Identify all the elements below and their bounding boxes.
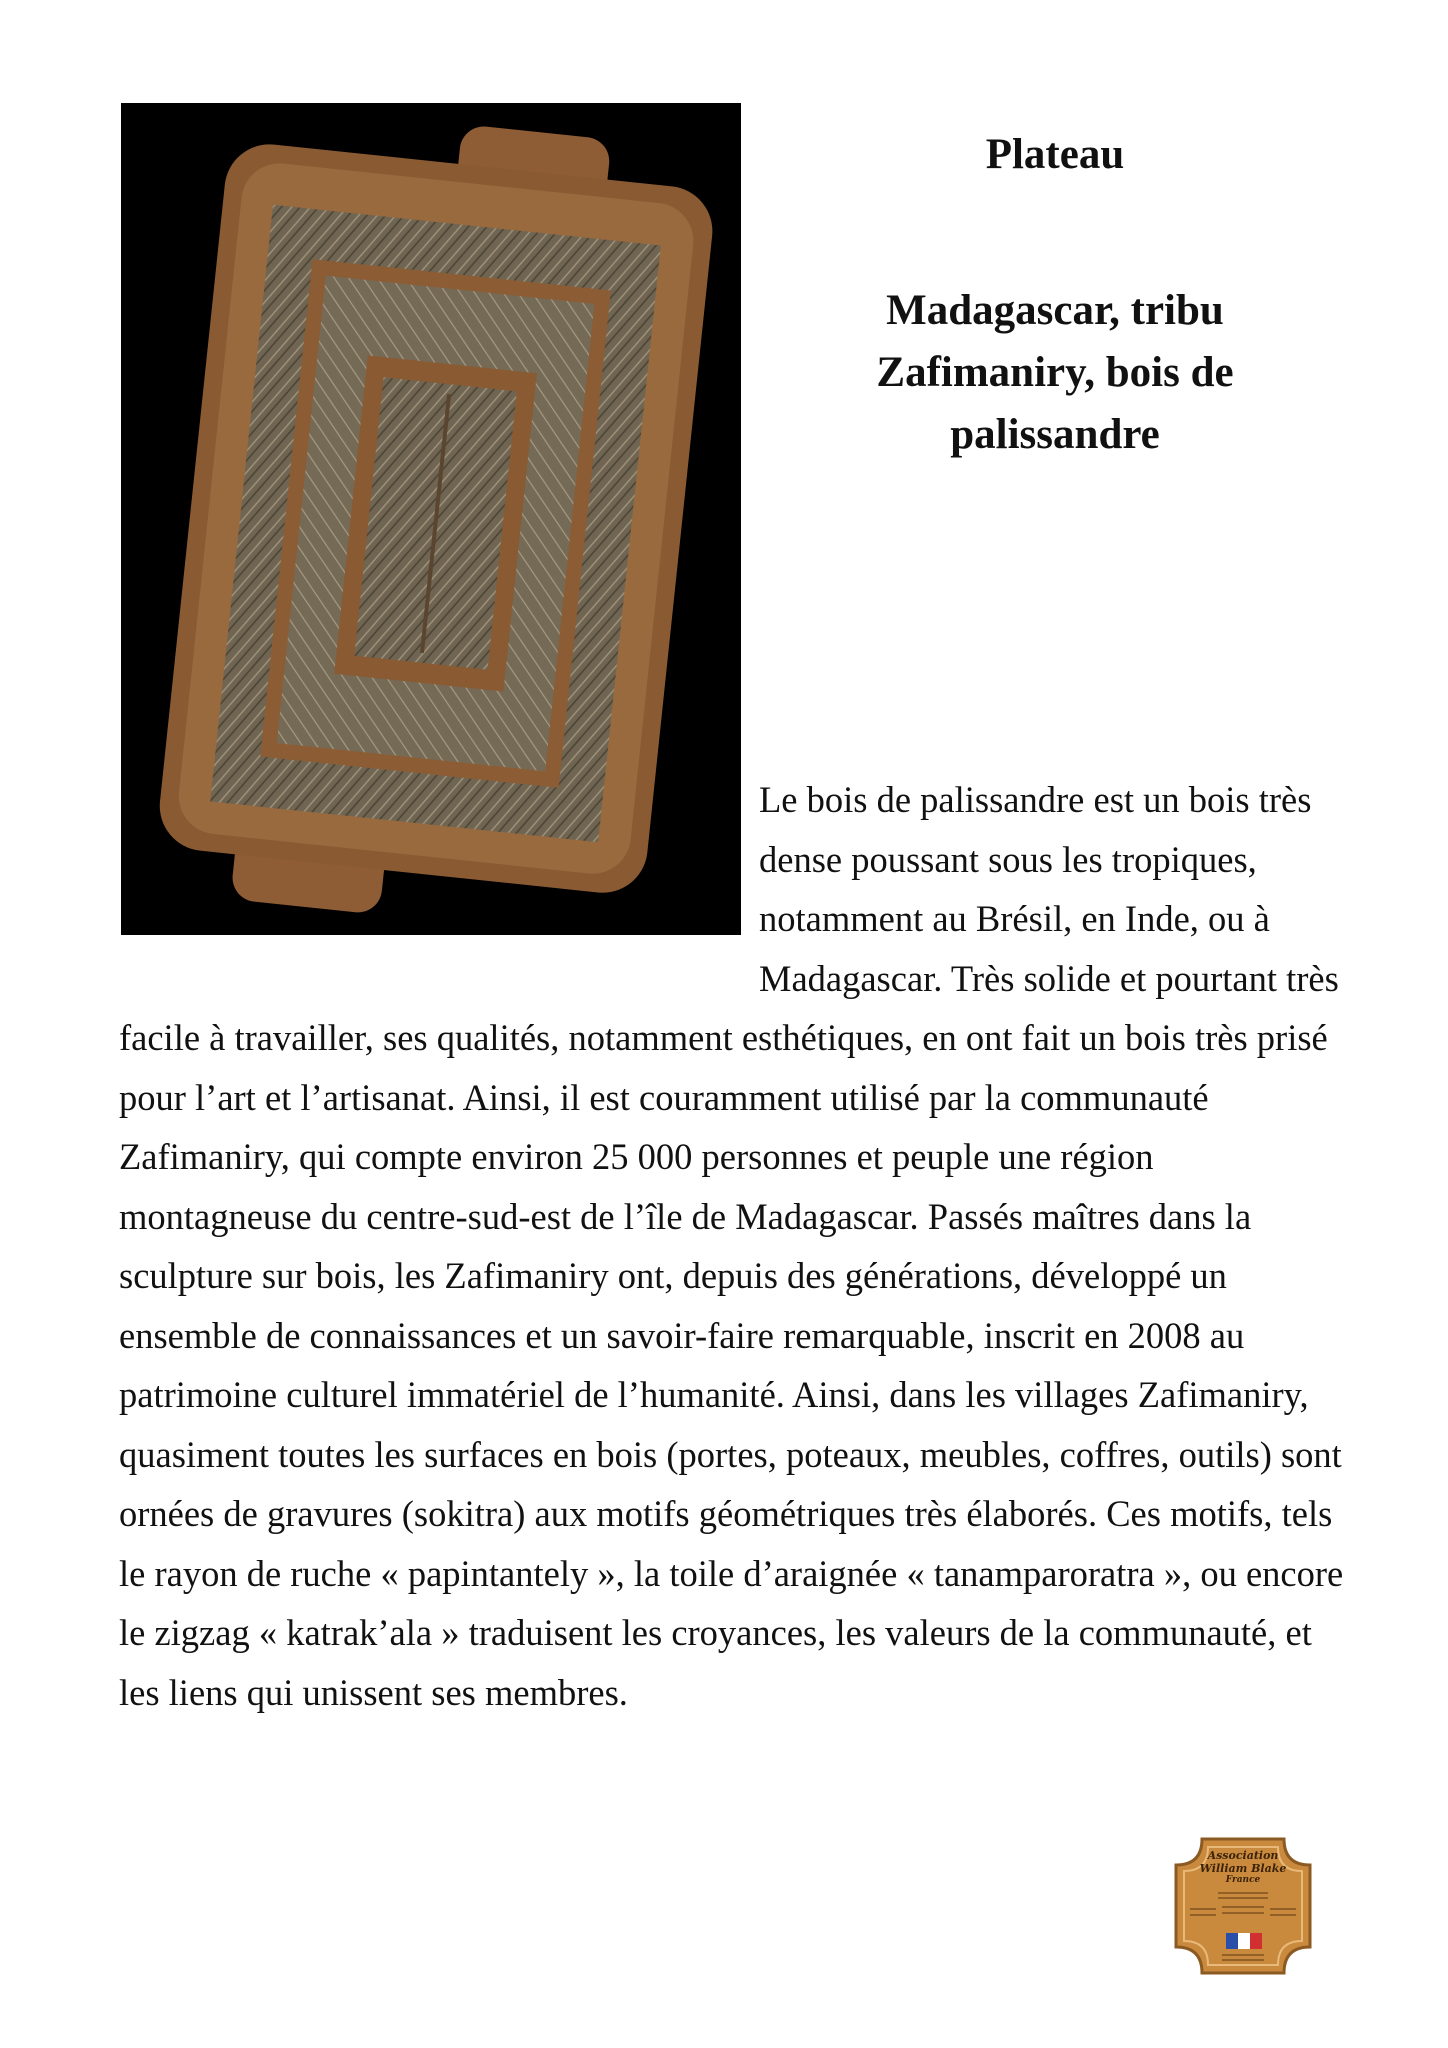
body-paragraph: Le bois de palissandre est un bois très dense poussant sous les tropiques, notamment au Brésil, en Inde, ou à Madagascar. Très solide et pourtant très facile à travailler, ses qualités, notamment esthétiques, en ont fait un bois très prisé pour l’art et l’artisanat. Ainsi, il est couramment utilisé par la communauté Zafimaniry, qui compte environ 25 000 personnes et peuple une région montagneuse du centre-sud-est de l’île de Madagascar. Passés maîtres dans la sculpture sur bois, les Zafimaniry ont, depuis des générations, développé un ensemble de connaissances et un savoir-faire remarquable, inscrit en 2008 au patrimoine culturel immatériel de l’humanité. Ainsi, dans les villages Zafimaniry, quasiment toutes les surfaces en bois (portes, poteaux, meubles, coffres, outils) sont ornées de gravures (sokitra) aux motifs géométriques très élaborés. Ces motifs, tels le rayon de ruche « papintantely », la toile d’araignée « tanamparoratra », ou encore le zigzag « katrak’ala » traduisent les croyances, les valeurs de la communauté, et les liens qui unissent ses membres. [119, 779, 1344, 1713]
stamp-text-line1: Association [1207, 1849, 1279, 1862]
title-block [790, 130, 1320, 466]
association-stamp-logo [1172, 1835, 1314, 1977]
body-paragraph-container [119, 770, 1349, 1722]
page-title: Plateau [985, 131, 1125, 178]
photo-wrap-spacer [119, 770, 759, 950]
page-subtitle: Madagascar, tribu Zafimaniry, bois de palissandre [876, 287, 1234, 458]
stamp-text-line2: William Blake [1199, 1862, 1287, 1875]
stamp-text-line3: France [1225, 1875, 1261, 1885]
